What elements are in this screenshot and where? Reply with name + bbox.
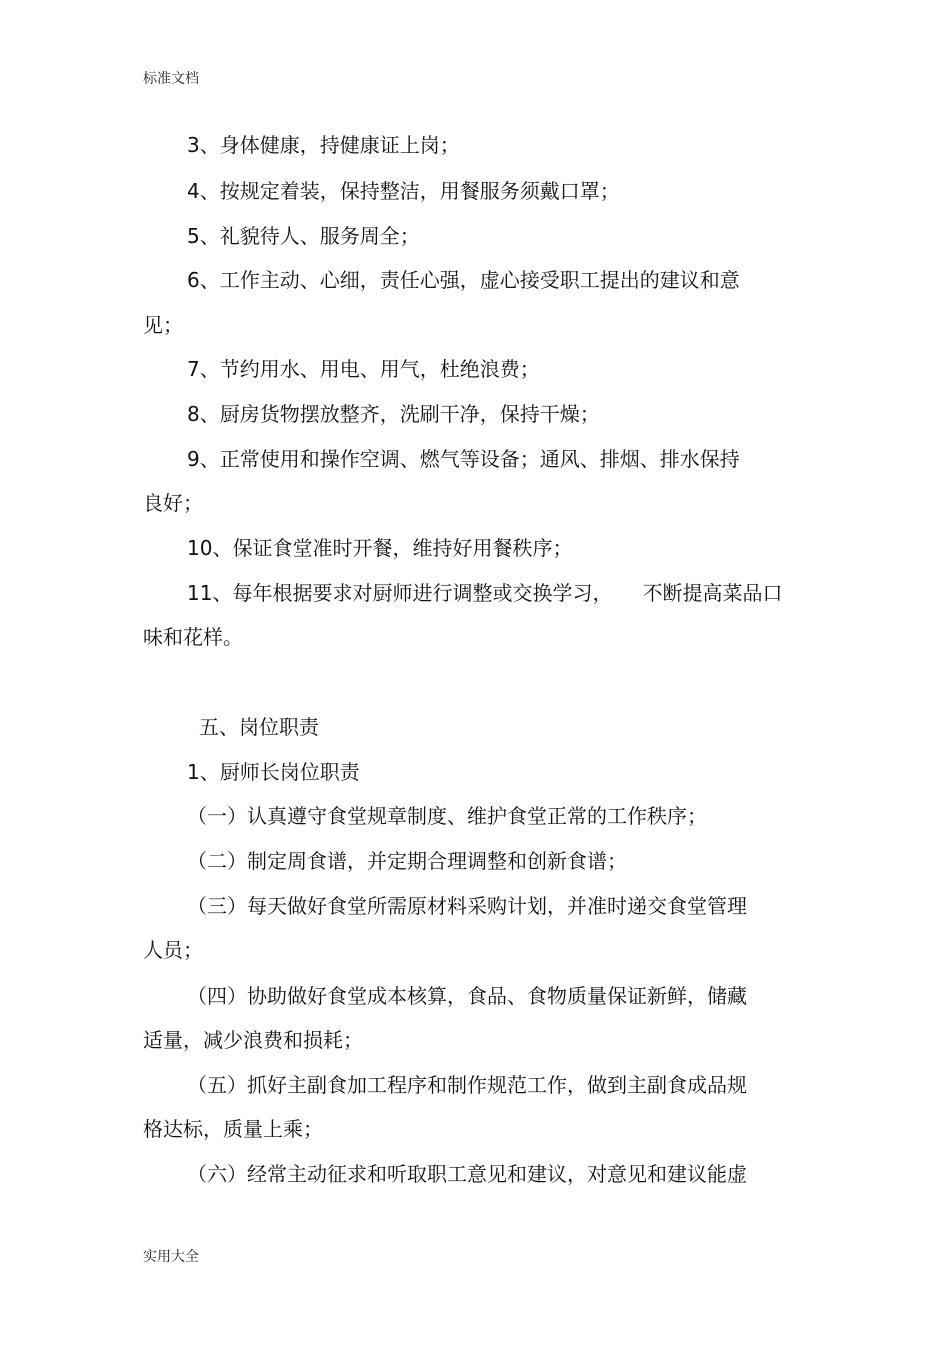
duty-item-5-line-2: 格达标，质量上乘；	[143, 1117, 323, 1141]
section-title: 五、岗位职责	[199, 715, 319, 739]
duty-item-6-line-1: （六）经常主动征求和听取职工意见和建议，对意见和建议能虚	[187, 1162, 747, 1186]
rule-item-3: 3、身体健康，持健康证上岗；	[187, 133, 460, 157]
subsection-title: 1、厨师长岗位职责	[187, 760, 360, 784]
rule-item-6-line-2: 见；	[143, 313, 183, 337]
duty-item-2: （二）制定周食谱，并定期合理调整和创新食谱；	[187, 849, 627, 873]
rule-item-11-line-2: 味和花样。	[143, 625, 243, 649]
rule-item-8: 8、厨房货物摆放整齐，洗刷干净，保持干燥；	[187, 402, 600, 426]
page-footer: 实用大全	[143, 1249, 199, 1265]
rule-item-5: 5、礼貌待人、服务周全；	[187, 224, 420, 248]
rule-item-7: 7、节约用水、用电、用气，杜绝浪费；	[187, 357, 540, 381]
duty-item-1: （一）认真遵守食堂规章制度、维护食堂正常的工作秩序；	[187, 804, 707, 828]
duty-item-5-line-1: （五）抓好主副食加工程序和制作规范工作，做到主副食成品规	[187, 1073, 747, 1097]
rule-item-9-line-2: 良好；	[143, 491, 203, 515]
rule-item-11-line-1: 11、每年根据要求对厨师进行调整或交换学习， 不断提高菜品口	[187, 581, 783, 605]
rule-item-9-line-1: 9、正常使用和操作空调、燃气等设备；通风、排烟、排水保持	[187, 447, 740, 471]
rule-item-4: 4、按规定着装，保持整洁，用餐服务须戴口罩；	[187, 179, 620, 203]
duty-item-3-line-2: 人员；	[143, 938, 203, 962]
rule-item-6-line-1: 6、工作主动、心细，责任心强，虚心接受职工提出的建议和意	[187, 268, 740, 292]
page-header: 标准文档	[143, 71, 199, 87]
duty-item-4-line-1: （四）协助做好食堂成本核算，食品、食物质量保证新鲜，储藏	[187, 984, 747, 1008]
duty-item-4-line-2: 适量，减少浪费和损耗；	[143, 1028, 363, 1052]
duty-item-3-line-1: （三）每天做好食堂所需原材料采购计划，并准时递交食堂管理	[187, 894, 747, 918]
rule-item-10: 10、保证食堂准时开餐，维持好用餐秩序；	[187, 536, 573, 560]
